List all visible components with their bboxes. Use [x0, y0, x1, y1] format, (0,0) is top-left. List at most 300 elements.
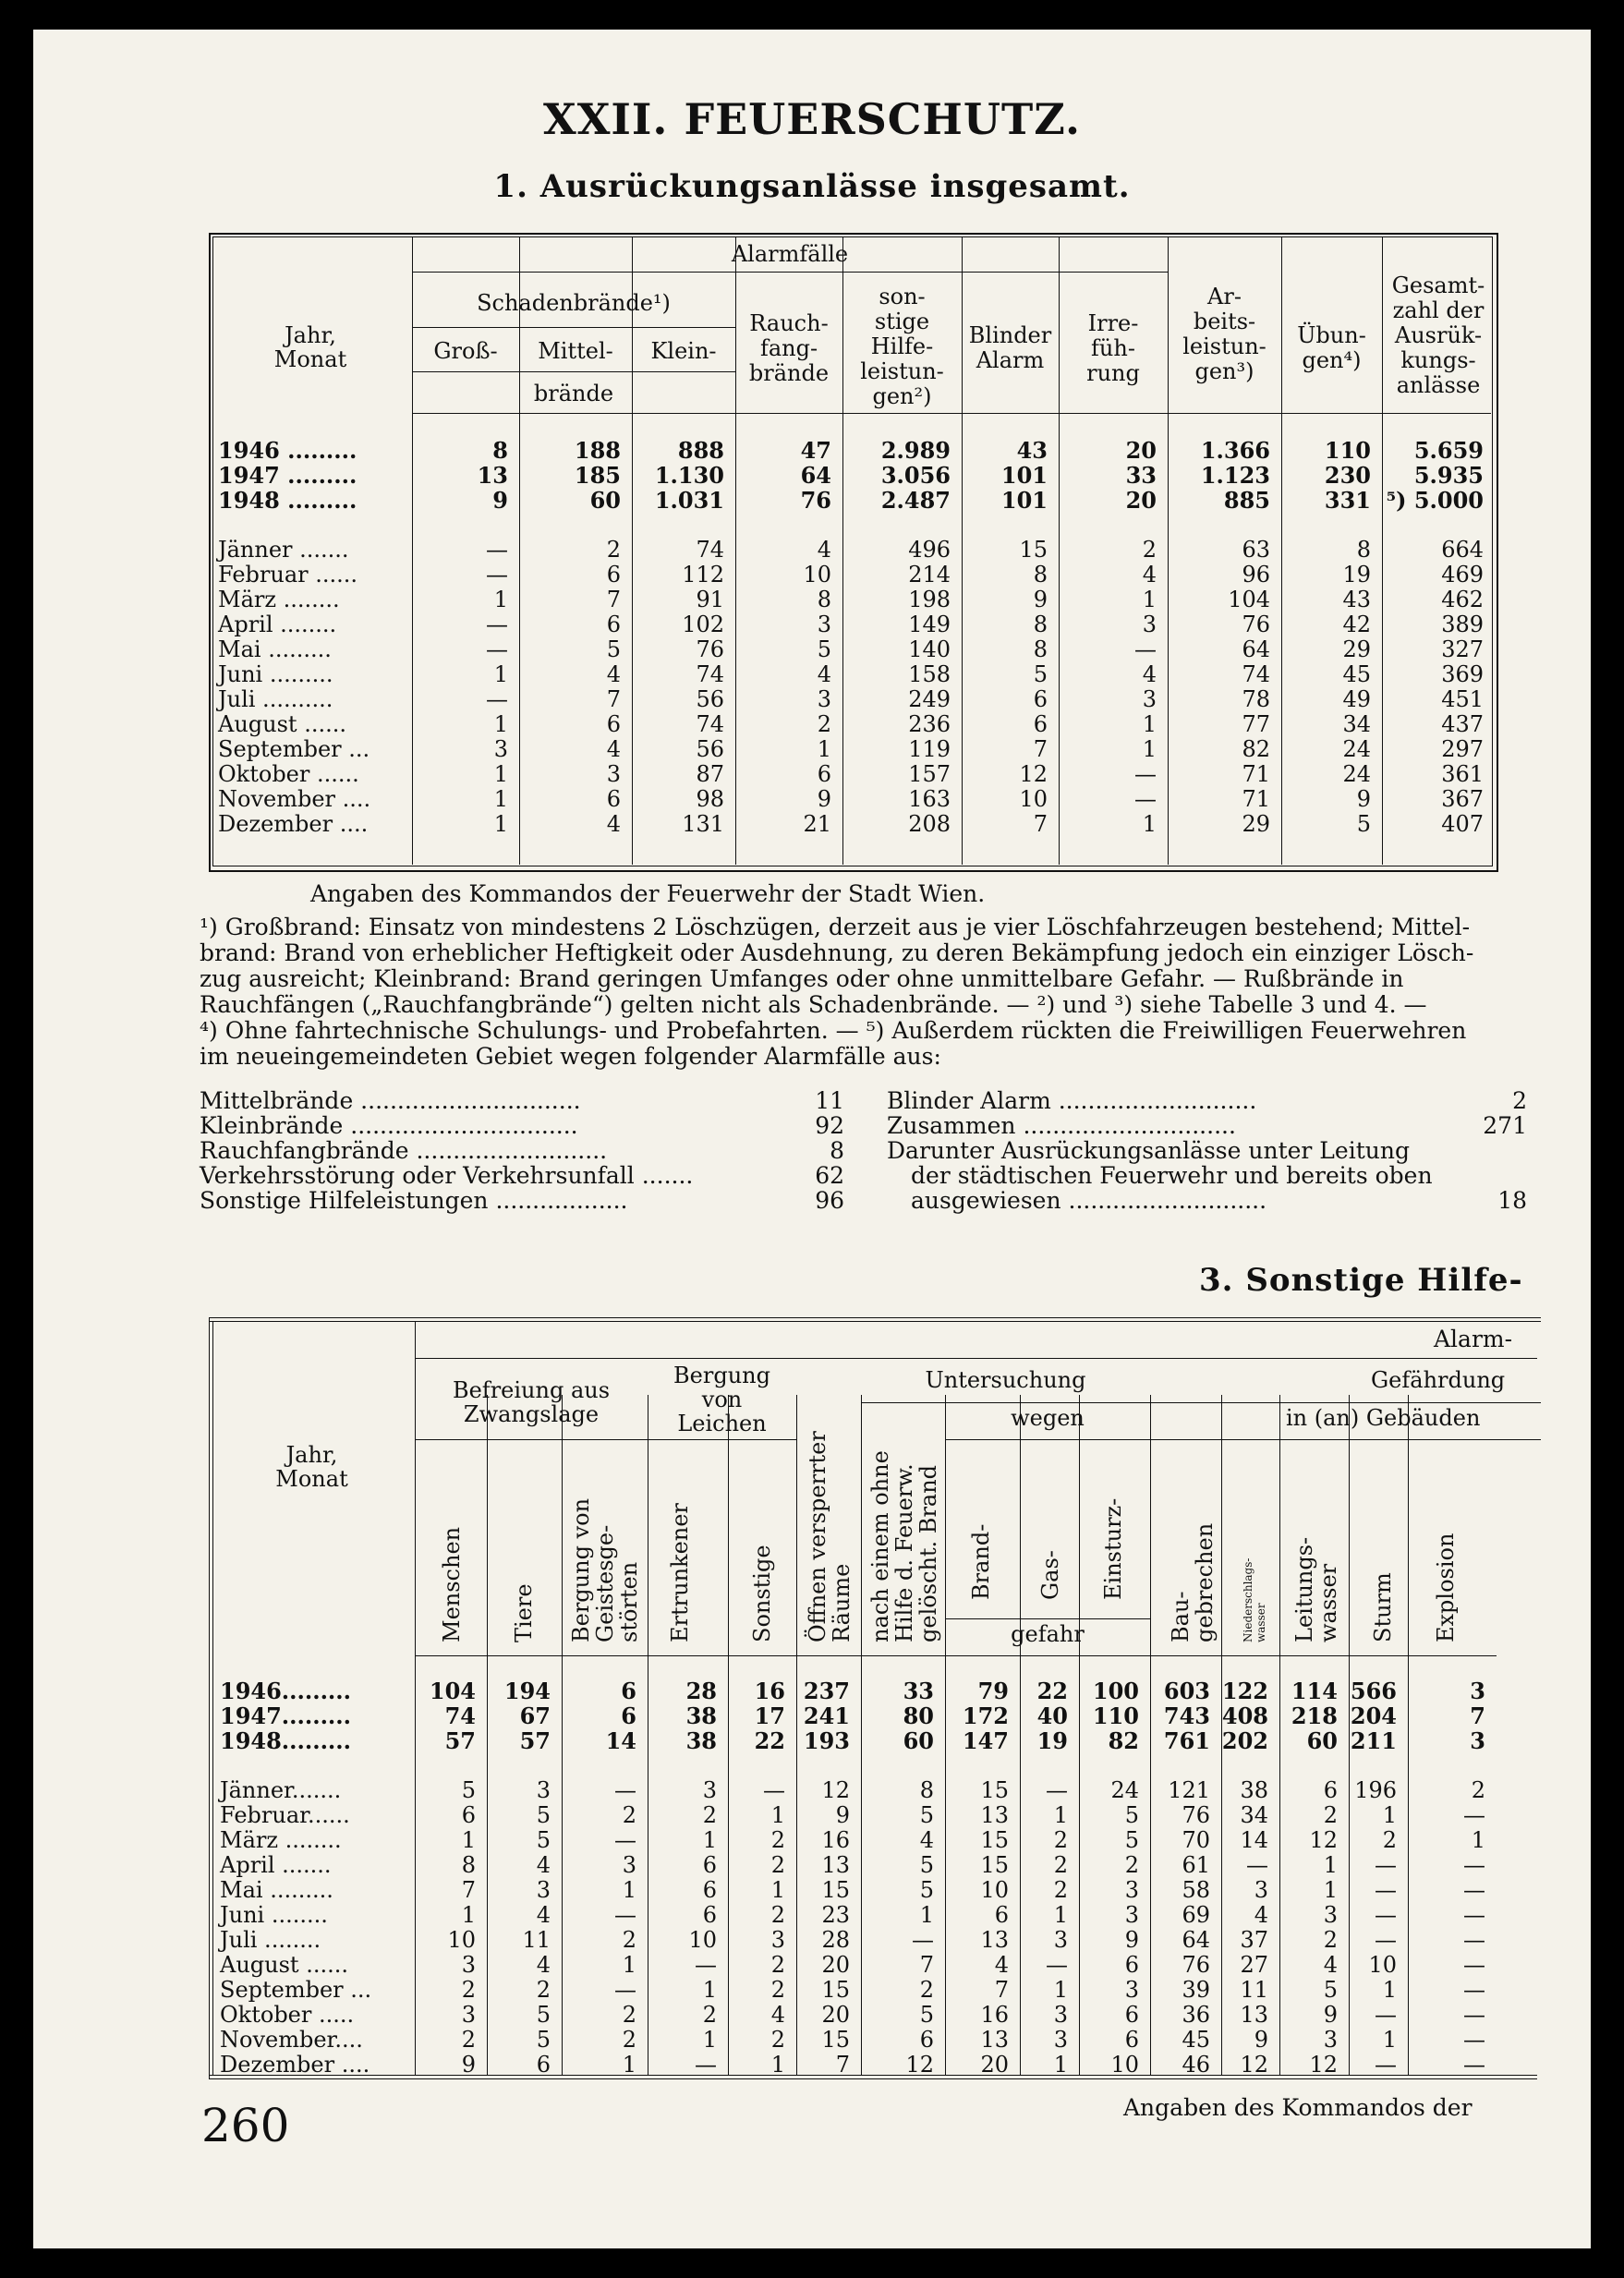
- year-row-cell: 188: [574, 437, 621, 464]
- month-row-cell: 9: [1124, 1927, 1139, 1953]
- month-row-cell: 297: [1441, 736, 1484, 762]
- month-row-cell: —: [695, 2052, 717, 2078]
- ueb-label-1: Übun-: [1297, 322, 1366, 348]
- month-row-cell: 5: [919, 2002, 934, 2028]
- extra-right-label: ausgewiesen ...........................: [911, 1187, 1267, 1214]
- month-row-cell: 8: [1033, 612, 1048, 637]
- niederschlag-label: Niederschlags-: [1242, 1557, 1254, 1642]
- month-row-cell: 196: [1354, 1777, 1397, 1803]
- ar-label-4: gen³): [1194, 358, 1254, 384]
- month-row-cell: —: [486, 562, 508, 588]
- month-row-cell: 451: [1441, 686, 1484, 712]
- son-label-1: son-: [879, 284, 926, 309]
- month-row-cell: 3: [536, 1877, 551, 1903]
- footnote-line: im neueingemeindeten Gebiet wegen folgender Alarmfälle aus:: [200, 1043, 941, 1070]
- month-row-cell: 74: [696, 661, 724, 687]
- month-row-cell: 8: [817, 587, 831, 612]
- month-row-label: September ...: [218, 736, 370, 762]
- month-row-cell: 74: [696, 537, 724, 563]
- month-row-cell: 34: [1342, 711, 1371, 737]
- month-row-cell: 462: [1441, 587, 1484, 612]
- month-row-cell: 6: [994, 1902, 1009, 1928]
- month-row-cell: 1: [461, 1827, 476, 1853]
- month-row-cell: 198: [908, 587, 951, 612]
- year-row-cell: 82: [1108, 1727, 1139, 1754]
- extra-left-value: 11: [815, 1087, 844, 1114]
- bergung-label-2: von: [701, 1387, 743, 1412]
- month-row-cell: 4: [919, 1827, 934, 1853]
- year-row-cell: 43: [1016, 437, 1048, 464]
- month-row-cell: 1: [493, 711, 508, 737]
- bau-label: Bau-: [1168, 1591, 1194, 1642]
- month-row-cell: 27: [1240, 1952, 1268, 1978]
- month-row-cell: 1: [1382, 1977, 1397, 2003]
- month-row-label: Februar ......: [218, 562, 358, 588]
- month-row-cell: 2: [770, 1902, 785, 1928]
- month-row-cell: 4: [1254, 1902, 1268, 1928]
- month-row-cell: —: [1375, 1927, 1397, 1953]
- month-row-cell: 4: [606, 736, 621, 762]
- month-row-cell: 2: [1382, 1827, 1397, 1853]
- son-label-4: leistun-: [860, 358, 944, 384]
- month-row-cell: —: [1463, 2052, 1485, 2078]
- sonstige-label: Sonstige: [749, 1545, 775, 1642]
- month-row-cell: 1: [919, 1902, 934, 1928]
- month-row-cell: —: [486, 636, 508, 662]
- month-row-cell: 10: [1368, 1952, 1397, 1978]
- month-row-cell: 1: [1323, 1877, 1338, 1903]
- month-row-cell: 104: [1228, 587, 1270, 612]
- year-row-cell: 5.659: [1413, 437, 1484, 464]
- month-row-cell: 20: [821, 2002, 850, 2028]
- month-row-cell: —: [614, 1902, 636, 1928]
- month-row-cell: 4: [817, 537, 831, 563]
- bergung-label-1: Bergung: [673, 1363, 770, 1388]
- year-row-cell: 38: [685, 1727, 717, 1754]
- year-row-cell: 888: [677, 437, 724, 464]
- year-row-cell: 1.130: [654, 462, 724, 489]
- month-row-cell: 3: [817, 612, 831, 637]
- extra-left-label: Mittelbrände ..............................: [200, 1087, 581, 1114]
- year-row-cell: 110: [1324, 437, 1371, 464]
- year-row-cell: 17: [754, 1702, 785, 1729]
- month-row-cell: 70: [1182, 1827, 1210, 1853]
- month-row-cell: 10: [447, 1927, 476, 1953]
- gefaehrdung-rule: [1150, 1402, 1541, 1403]
- month-row-cell: 6: [461, 1802, 476, 1828]
- month-row-cell: 140: [908, 636, 951, 662]
- month-row-cell: 4: [994, 1952, 1009, 1978]
- month-row-cell: 5: [461, 1777, 476, 1803]
- month-row-cell: 34: [1240, 1802, 1268, 1828]
- month-row-cell: 4: [606, 661, 621, 687]
- month-row-cell: 2: [461, 1977, 476, 2003]
- month-row-cell: 2: [770, 1977, 785, 2003]
- month-row-cell: —: [1463, 1852, 1485, 1878]
- year-row-cell: 1.366: [1200, 437, 1270, 464]
- year-row-cell: 60: [1306, 1727, 1338, 1754]
- month-row-cell: 11: [1240, 1977, 1268, 2003]
- month-row-cell: 6: [1033, 686, 1048, 712]
- month-row-label: Juli ..........: [218, 686, 333, 712]
- month-row-cell: 1: [770, 1877, 785, 1903]
- month-row-cell: 1: [493, 661, 508, 687]
- page-number: 260: [201, 2099, 290, 2152]
- footnote-line: zug ausreicht; Kleinbrand: Brand geringen Umfanges oder ohne unmittelbare Gefahr. — Rußbrände in: [200, 965, 1404, 992]
- month-row-cell: 1: [1053, 1802, 1068, 1828]
- year-row-cell: 60: [589, 487, 621, 514]
- year-row-cell: 237: [803, 1678, 850, 1704]
- month-row-cell: 2: [817, 711, 831, 737]
- month-row-cell: 4: [536, 1852, 551, 1878]
- month-row-cell: 1: [622, 2052, 636, 2078]
- footnote-line: brand: Brand von erheblicher Heftigkeit oder Ausdehnung, zu deren Bekämpfung jedoch ein einziger Lösch-: [200, 939, 1474, 966]
- month-row-cell: 45: [1342, 661, 1371, 687]
- month-row-cell: 163: [908, 786, 951, 812]
- month-row-cell: 13: [1240, 2002, 1268, 2028]
- month-row-cell: 7: [461, 1877, 476, 1903]
- year-row-cell: 22: [1036, 1678, 1068, 1704]
- month-row-cell: —: [486, 612, 508, 637]
- month-row-cell: 6: [702, 1902, 717, 1928]
- year-row-cell: 193: [803, 1727, 850, 1754]
- month-row-cell: 6: [1124, 2027, 1139, 2053]
- ar-label-2: beits-: [1193, 309, 1256, 334]
- year-row-cell: 8: [492, 437, 508, 464]
- year-row-cell: 40: [1036, 1702, 1068, 1729]
- month-row-cell: 15: [1019, 537, 1048, 563]
- irre-label-1: Irre-: [1087, 310, 1139, 336]
- month-row-cell: 45: [1182, 2027, 1210, 2053]
- month-row-cell: 5: [536, 1802, 551, 1828]
- month-row-cell: 7: [606, 587, 621, 612]
- month-row-cell: 1: [817, 736, 831, 762]
- month-row-cell: 7: [1033, 736, 1048, 762]
- year-row-cell: 5.935: [1413, 462, 1484, 489]
- month-row-cell: —: [1134, 761, 1157, 787]
- month-row-cell: 2: [1142, 537, 1157, 563]
- month-row-cell: 5: [536, 2027, 551, 2053]
- month-row-cell: 3: [493, 736, 508, 762]
- klein-label: Klein-: [650, 338, 717, 364]
- month-row-cell: 11: [522, 1927, 551, 1953]
- year-row-cell: 57: [519, 1727, 551, 1754]
- ges-label-3: Ausrük-: [1394, 322, 1483, 348]
- month-row-cell: 13: [980, 1802, 1009, 1828]
- untersuchung-rule: [861, 1402, 1150, 1403]
- extra-left-label: Rauchfangbrände ..........................: [200, 1137, 608, 1164]
- month-row-cell: 20: [821, 1952, 850, 1978]
- year-row-cell: 60: [903, 1727, 934, 1754]
- month-row-label: Jänner .......: [218, 537, 349, 563]
- wegen-rule: [945, 1439, 1150, 1440]
- month-row-cell: 249: [908, 686, 951, 712]
- footnote-line: ¹) Großbrand: Einsatz von mindestens 2 Löschzügen, derzeit aus je vier Löschfahrzeugen bestehend; Mittel-: [200, 914, 1471, 940]
- year-row-cell: 47: [800, 437, 831, 464]
- table3-top-rule: [209, 1317, 1541, 1318]
- leitung-label: Leitungs-: [1291, 1536, 1317, 1642]
- month-row-cell: 64: [1182, 1927, 1210, 1953]
- year-row-cell: 28: [685, 1678, 717, 1704]
- month-row-cell: 5: [1124, 1827, 1139, 1853]
- extra-left-value: 8: [830, 1137, 844, 1164]
- befreiung-rule: [415, 1439, 648, 1440]
- ges-label-4: kungs-: [1400, 347, 1476, 373]
- month-row-label: Juni .........: [218, 661, 333, 687]
- extra-left-value: 92: [815, 1112, 844, 1139]
- month-row-cell: 9: [817, 786, 831, 812]
- month-row-cell: 131: [682, 811, 724, 837]
- year-row-label: 1947 .........: [218, 462, 358, 489]
- month-row-cell: —: [614, 1777, 636, 1803]
- year-row-cell: 2.487: [880, 487, 951, 514]
- schadenbraende-label: Schadenbrände¹): [477, 290, 671, 316]
- month-row-cell: 1: [493, 761, 508, 787]
- table3-top-rule-2: [209, 1321, 1541, 1322]
- month-row-cell: 2: [622, 2002, 636, 2028]
- month-row-label: Dezember ....: [220, 2052, 370, 2078]
- year-row-cell: 3.056: [880, 462, 951, 489]
- extra-right-label: Zusammen .............................: [887, 1112, 1236, 1139]
- month-row-cell: 6: [702, 1852, 717, 1878]
- rauch-label-1: Rauch-: [749, 310, 829, 336]
- gross-label: Groß-: [433, 338, 498, 364]
- month-row-cell: 10: [1019, 786, 1048, 812]
- month-row-cell: 5: [1356, 811, 1371, 837]
- blind-label-1: Blinder: [968, 322, 1052, 348]
- geistes-label: Geistesge-: [592, 1524, 618, 1642]
- gefahr-rule: [945, 1618, 1150, 1619]
- year-row-cell: 7: [1470, 1702, 1485, 1729]
- year-row-cell: 19: [1036, 1727, 1068, 1754]
- month-row-cell: 4: [1142, 661, 1157, 687]
- befreiung-label-1: Befreiung aus: [452, 1377, 611, 1403]
- month-row-cell: 6: [702, 1877, 717, 1903]
- month-row-cell: 2: [702, 2002, 717, 2028]
- month-row-label: Juli ........: [220, 1927, 321, 1953]
- section1-title: 1. Ausrückungsanlässe insgesamt.: [493, 168, 1131, 205]
- month-row-cell: 407: [1441, 811, 1484, 837]
- month-row-cell: 437: [1441, 711, 1484, 737]
- gefahr-label: gefahr: [1011, 1621, 1085, 1647]
- month-row-label: März ........: [220, 1827, 342, 1853]
- month-row-cell: 21: [803, 811, 831, 837]
- month-row-cell: —: [1463, 2027, 1485, 2053]
- month-row-cell: 8: [1356, 537, 1371, 563]
- month-row-cell: 2: [702, 1802, 717, 1828]
- year-row-cell: 101: [1000, 487, 1048, 514]
- month-row-label: November ....: [218, 786, 371, 812]
- gas-label: Gas-: [1037, 1550, 1063, 1600]
- month-row-cell: 96: [1242, 562, 1270, 588]
- month-row-cell: —: [1463, 1877, 1485, 1903]
- month-row-label: September ...: [220, 1977, 372, 2003]
- year-row-cell: 743: [1163, 1702, 1210, 1729]
- month-row-cell: 56: [696, 736, 724, 762]
- month-row-cell: 1: [493, 587, 508, 612]
- month-row-cell: 58: [1182, 1877, 1210, 1903]
- year-row-cell: 64: [800, 462, 831, 489]
- jahr-label: Jahr,: [285, 322, 336, 348]
- month-row-cell: 1: [1053, 1977, 1068, 2003]
- month-row-cell: 469: [1441, 562, 1484, 588]
- month-row-cell: 6: [919, 2027, 934, 2053]
- ar-label-3: leistun-: [1182, 333, 1266, 359]
- month-row-cell: 74: [696, 711, 724, 737]
- month-row-cell: 8: [461, 1852, 476, 1878]
- month-row-cell: 1: [1053, 1902, 1068, 1928]
- month-row-cell: 157: [908, 761, 951, 787]
- month-row-cell: 14: [1240, 1827, 1268, 1853]
- year-row-cell: 2.989: [880, 437, 951, 464]
- wegen-label: wegen: [1011, 1405, 1085, 1431]
- month-row-cell: 3: [1142, 686, 1157, 712]
- year-row-cell: 110: [1092, 1702, 1139, 1729]
- month-row-cell: 77: [1242, 711, 1270, 737]
- month-row-cell: —: [1375, 1902, 1397, 1928]
- ges-label-1: Gesamt-: [1391, 273, 1485, 298]
- year-row-label: 1948.........: [220, 1727, 351, 1754]
- month-row-cell: 5: [536, 1827, 551, 1853]
- month-row-cell: 37: [1240, 1927, 1268, 1953]
- table3-bottom-rule: [209, 2078, 1537, 2079]
- month-row-cell: 6: [606, 562, 621, 588]
- month-row-cell: 5: [1323, 1977, 1338, 2003]
- month-row-cell: 3: [461, 2002, 476, 2028]
- year-row-cell: 408: [1221, 1702, 1268, 1729]
- month-row-cell: 369: [1441, 661, 1484, 687]
- month-row-cell: 71: [1242, 761, 1270, 787]
- alarm-label: Alarm-: [1434, 1326, 1513, 1352]
- month-row-cell: 6: [817, 761, 831, 787]
- month-row-cell: 12: [1309, 1827, 1338, 1853]
- nach-label: gelöscht. Brand: [915, 1464, 941, 1642]
- month-row-cell: —: [1375, 1852, 1397, 1878]
- footer-source: Angaben des Kommandos der: [1123, 2094, 1473, 2121]
- month-row-cell: —: [1463, 1902, 1485, 1928]
- month-row-cell: 4: [536, 1902, 551, 1928]
- month-row-label: April ........: [218, 612, 337, 637]
- year-row-cell: 204: [1350, 1702, 1397, 1729]
- year-row-cell: 57: [444, 1727, 476, 1754]
- month-row-cell: 12: [1309, 2052, 1338, 2078]
- month-row-cell: 3: [1124, 1877, 1139, 1903]
- month-row-cell: 5: [919, 1802, 934, 1828]
- month-row-label: Oktober .....: [220, 2002, 355, 2028]
- month-row-cell: 1: [770, 2052, 785, 2078]
- year-row-cell: 185: [574, 462, 621, 489]
- month-row-cell: 3: [1053, 2027, 1068, 2053]
- month-row-cell: 236: [908, 711, 951, 737]
- month-row-cell: 2: [770, 1952, 785, 1978]
- month-row-cell: 13: [980, 2027, 1009, 2053]
- month-row-cell: 13: [821, 1852, 850, 1878]
- month-row-cell: 5: [606, 636, 621, 662]
- month-row-cell: 1: [1323, 1852, 1338, 1878]
- nach-label: Hilfe d. Feuerw.: [891, 1463, 917, 1642]
- month-row-cell: 3: [1254, 1877, 1268, 1903]
- month-row-cell: 82: [1242, 736, 1270, 762]
- month-row-cell: 56: [696, 686, 724, 712]
- month-row-cell: 6: [1323, 1777, 1338, 1803]
- month-row-cell: 87: [696, 761, 724, 787]
- month-row-cell: —: [763, 1777, 785, 1803]
- month-row-cell: 23: [821, 1902, 850, 1928]
- year-row-cell: 147: [962, 1727, 1009, 1754]
- ges-label-5: anlässe: [1396, 372, 1481, 398]
- untersuchung-label: Untersuchung: [925, 1367, 1086, 1393]
- month-row-cell: 2: [1053, 1827, 1068, 1853]
- table3-left-rule-2: [212, 1321, 213, 2075]
- month-row-cell: 208: [908, 811, 951, 837]
- month-row-cell: 20: [980, 2052, 1009, 2078]
- bergung-rule: [648, 1439, 796, 1440]
- year-row-cell: 1.123: [1200, 462, 1270, 489]
- year-row-cell: 20: [1125, 487, 1157, 514]
- month-row-cell: 15: [821, 1977, 850, 2003]
- month-row-cell: 3: [1124, 1902, 1139, 1928]
- month-row-cell: 2: [622, 1927, 636, 1953]
- month-row-cell: 61: [1182, 1852, 1210, 1878]
- month-row-cell: —: [1375, 2052, 1397, 2078]
- month-row-cell: 9: [1254, 2027, 1268, 2053]
- year-row-cell: 38: [685, 1702, 717, 1729]
- month-row-cell: —: [912, 1927, 934, 1953]
- month-row-cell: 1: [1142, 811, 1157, 837]
- month-row-cell: —: [1375, 2002, 1397, 2028]
- year-row-cell: 603: [1163, 1678, 1210, 1704]
- month-row-label: November....: [220, 2027, 363, 2053]
- month-row-cell: 2: [770, 1827, 785, 1853]
- month-row-cell: 16: [980, 2002, 1009, 2028]
- source1: Angaben des Kommandos der Feuerwehr der Stadt Wien.: [310, 880, 986, 907]
- month-row-cell: 4: [1323, 1952, 1338, 1978]
- month-row-cell: 327: [1441, 636, 1484, 662]
- month-row-cell: 3: [770, 1927, 785, 1953]
- schaden-rule: [412, 327, 735, 328]
- geistes-label: störten: [616, 1561, 642, 1642]
- year-row-cell: 3: [1470, 1678, 1485, 1704]
- month-row-cell: 15: [980, 1852, 1009, 1878]
- month-row-cell: —: [614, 1977, 636, 2003]
- year-row-cell: 33: [1125, 462, 1157, 489]
- son-label-2: stige: [874, 309, 930, 334]
- month-row-cell: 6: [606, 612, 621, 637]
- month-row-cell: 2: [919, 1977, 934, 2003]
- extra-right-value: 2: [1512, 1087, 1527, 1114]
- header-bottom-rule: [412, 413, 1491, 414]
- month-row-cell: 6: [1124, 2002, 1139, 2028]
- ges-label-2: zahl der: [1392, 297, 1485, 323]
- irre-label-2: füh-: [1091, 335, 1135, 361]
- month-row-cell: 4: [606, 811, 621, 837]
- month-row-cell: 2: [770, 1852, 785, 1878]
- year-row-cell: 33: [903, 1678, 934, 1704]
- month-row-cell: 1: [1142, 587, 1157, 612]
- month-row-cell: 64: [1242, 636, 1270, 662]
- month-row-cell: 74: [1242, 661, 1270, 687]
- month-row-cell: 2: [606, 537, 621, 563]
- year-row-cell: 76: [800, 487, 831, 514]
- month-row-label: Oktober ......: [218, 761, 359, 787]
- year-row-cell: 241: [803, 1702, 850, 1729]
- month-row-cell: 2: [1053, 1852, 1068, 1878]
- year-row-cell: 172: [962, 1702, 1009, 1729]
- year-row-cell: 6: [621, 1702, 636, 1729]
- month-row-cell: 1: [1382, 2027, 1397, 2053]
- month-row-label: Dezember ....: [218, 811, 369, 837]
- year-row-cell: 101: [1000, 462, 1048, 489]
